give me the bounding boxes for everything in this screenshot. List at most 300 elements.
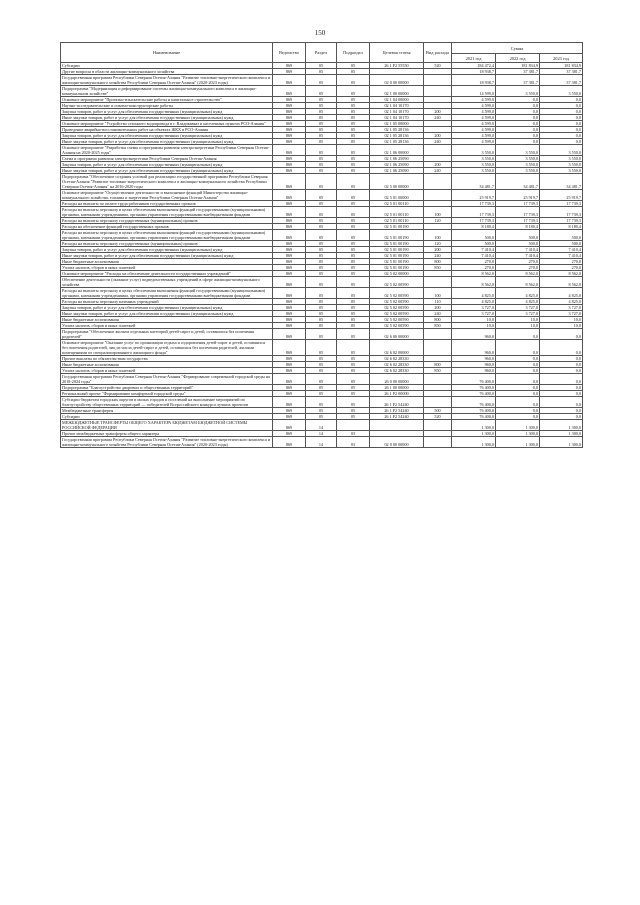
cell-ministry: 869 <box>273 174 306 190</box>
header-2023: 2023 год <box>540 54 583 63</box>
cell-2022: 270,0 <box>496 259 540 265</box>
cell-2021: 1 300,0 <box>452 431 496 437</box>
cell-2023: 0,0 <box>540 368 583 374</box>
cell-name: МЕЖБЮДЖЕТНЫЕ ТРАНСФЕРТЫ ОБЩЕГО ХАРАКТЕРА БЮДЖЕТАМ БЮДЖЕТНОЙ СИСТЕМЫ РОССИЙСКОЙ ФЕДЕРАЦИИ <box>61 420 273 431</box>
cell-target: 02 6 02 00000 <box>370 340 424 356</box>
budget-table <box>60 42 583 448</box>
cell-section: 05 <box>306 277 337 288</box>
cell-subsection: 05 <box>337 247 370 253</box>
table-row <box>61 329 583 340</box>
cell-name: Подпрограмма "Обеспечение жильем отдельных категорий детей-сирот и детей, оставшихся без попечения родителей" <box>61 329 273 340</box>
cell-2022: 17 739,3 <box>496 218 540 224</box>
cell-ministry: 869 <box>273 86 306 97</box>
cell-expense-type <box>424 340 452 356</box>
cell-section: 05 <box>306 265 337 271</box>
cell-name: Основное мероприятие "Оказание услуг по организации отдыха и оздоровления детей-сирот и детей, оставшихся без попечения родителей, лиц из числа детей-сирот и детей, оставшихся без попечения родителей, жилыми помещениями из специализированного жилищного фонда" <box>61 340 273 356</box>
cell-section: 05 <box>306 385 337 391</box>
cell-name: Региональный проект "Формирование комфортной городской среды" <box>61 391 273 397</box>
cell-expense-type <box>424 75 452 86</box>
cell-2023: 1 300,0 <box>540 437 583 448</box>
cell-expense-type: 240 <box>424 311 452 317</box>
table-row <box>61 190 583 201</box>
cell-ministry: 869 <box>273 356 306 362</box>
cell-subsection: 05 <box>337 391 370 397</box>
cell-ministry: 869 <box>273 162 306 168</box>
cell-2022: 10,0 <box>496 323 540 329</box>
cell-subsection: 05 <box>337 288 370 299</box>
cell-section: 05 <box>306 103 337 109</box>
cell-2021: 4 825,0 <box>452 288 496 299</box>
table-row <box>61 207 583 218</box>
cell-name: Закупка товаров, работ и услуг для обеспечения государственных (муниципальных) нужд <box>61 247 273 253</box>
cell-expense-type <box>424 329 452 340</box>
cell-2022: 0,0 <box>496 340 540 356</box>
cell-name: Расходы на выплаты персоналу в целях обеспечения выполнения функций государственными (муниципальными) органами, казенными учреждениями, органами управления государственными внебюджетными фондами <box>61 230 273 241</box>
cell-subsection: 05 <box>337 408 370 414</box>
cell-2023: 0,0 <box>540 391 583 397</box>
cell-expense-type: 850 <box>424 265 452 271</box>
cell-2022: 4 825,0 <box>496 288 540 299</box>
cell-2023: 8 562,0 <box>540 271 583 277</box>
cell-subsection: 05 <box>337 97 370 103</box>
cell-section: 05 <box>306 174 337 190</box>
table-row <box>61 340 583 356</box>
cell-section: 05 <box>306 329 337 340</box>
cell-target: 02 5 01 00190 <box>370 247 424 253</box>
cell-section: 05 <box>306 271 337 277</box>
cell-ministry: 869 <box>273 277 306 288</box>
cell-target: 02 6 02 28330 <box>370 356 424 362</box>
cell-ministry: 869 <box>273 224 306 230</box>
cell-ministry: 869 <box>273 97 306 103</box>
cell-expense-type: 240 <box>424 139 452 145</box>
cell-subsection: 05 <box>337 356 370 362</box>
cell-section: 05 <box>306 259 337 265</box>
cell-target: 02 1 06 25090 <box>370 156 424 162</box>
cell-subsection: 05 <box>337 121 370 127</box>
cell-target: 02 5 01 00190 <box>370 259 424 265</box>
cell-subsection: 05 <box>337 103 370 109</box>
cell-2022: 0,0 <box>496 362 540 368</box>
cell-subsection: 05 <box>337 277 370 288</box>
cell-2021: 3 550,0 <box>452 168 496 174</box>
cell-target: 02 1 05 28136 <box>370 139 424 145</box>
cell-2021: 8 562,0 <box>452 271 496 277</box>
cell-2023: 17 739,3 <box>540 218 583 224</box>
cell-2023: 8 180,4 <box>540 224 583 230</box>
cell-section: 05 <box>306 115 337 121</box>
cell-2023: 3 550,0 <box>540 156 583 162</box>
cell-2021: 76 400,0 <box>452 408 496 414</box>
cell-2023: 10,0 <box>540 317 583 323</box>
cell-2021: 8 180,4 <box>452 224 496 230</box>
header-subsection: Подраздел <box>337 43 370 63</box>
cell-2021: 4 599,0 <box>452 109 496 115</box>
cell-section: 05 <box>306 391 337 397</box>
cell-2023: 3 727,0 <box>540 305 583 311</box>
cell-expense-type <box>424 374 452 385</box>
cell-section: 05 <box>306 414 337 420</box>
cell-expense-type <box>424 420 452 431</box>
cell-target: 02 5 01 00110 <box>370 218 424 224</box>
cell-target: 02 5 01 00190 <box>370 253 424 259</box>
cell-ministry: 869 <box>273 207 306 218</box>
cell-2022: 37 381,7 <box>496 69 540 75</box>
cell-2022: 3 550,0 <box>496 162 540 168</box>
cell-2022: 500,0 <box>496 241 540 247</box>
cell-2022: 3 550,0 <box>496 156 540 162</box>
cell-ministry: 869 <box>273 247 306 253</box>
cell-2021: 4 825,0 <box>452 299 496 305</box>
cell-2023: 0,0 <box>540 121 583 127</box>
cell-target: 02 6 02 28330 <box>370 362 424 368</box>
table-row <box>61 174 583 190</box>
cell-section: 05 <box>306 224 337 230</box>
cell-2023: 0,0 <box>540 414 583 420</box>
cell-subsection: 05 <box>337 265 370 271</box>
cell-subsection: 05 <box>337 397 370 408</box>
cell-ministry: 869 <box>273 420 306 431</box>
cell-subsection: 05 <box>337 86 370 97</box>
cell-2022: 0,0 <box>496 115 540 121</box>
cell-ministry: 869 <box>273 299 306 305</box>
cell-ministry: 869 <box>273 133 306 139</box>
cell-2023: 0,0 <box>540 97 583 103</box>
cell-expense-type: 240 <box>424 115 452 121</box>
cell-name: Субсидии <box>61 63 273 69</box>
cell-subsection: 05 <box>337 385 370 391</box>
cell-section: 05 <box>306 207 337 218</box>
cell-2021: 960,0 <box>452 362 496 368</box>
cell-name: Иные закупки товаров, работ и услуг для обеспечения государственных (муниципальных) нужд <box>61 139 273 145</box>
cell-section: 05 <box>306 374 337 385</box>
cell-target: 02 5 02 00590 <box>370 299 424 305</box>
cell-2021: 960,0 <box>452 356 496 362</box>
cell-2023: 0,0 <box>540 385 583 391</box>
cell-2021: 3 550,0 <box>452 145 496 156</box>
cell-2023: 1 300,0 <box>540 431 583 437</box>
cell-2022: 34 481,7 <box>496 174 540 190</box>
cell-section: 05 <box>306 230 337 241</box>
cell-expense-type: 800 <box>424 317 452 323</box>
cell-expense-type: 100 <box>424 230 452 241</box>
cell-ministry: 869 <box>273 323 306 329</box>
cell-target: 02 1 06 25090 <box>370 168 424 174</box>
cell-target: 02 1 00 00000 <box>370 86 424 97</box>
cell-name: Другие вопросы в области жилищно-коммунального хозяйства <box>61 69 273 75</box>
cell-ministry: 869 <box>273 414 306 420</box>
cell-target: 02 5 02 00590 <box>370 317 424 323</box>
cell-2023: 0,0 <box>540 340 583 356</box>
cell-2021: 7 410,4 <box>452 253 496 259</box>
cell-target: 02 5 01 00190 <box>370 241 424 247</box>
cell-ministry: 869 <box>273 230 306 241</box>
cell-2022: 25 919,7 <box>496 190 540 201</box>
cell-expense-type: 850 <box>424 368 452 374</box>
cell-name: Уплата налогов, сборов и иных платежей <box>61 265 273 271</box>
cell-ministry: 869 <box>273 374 306 385</box>
cell-section: 05 <box>306 253 337 259</box>
cell-subsection: 05 <box>337 311 370 317</box>
cell-ministry: 869 <box>273 288 306 299</box>
cell-section: 05 <box>306 305 337 311</box>
cell-2023: 270,0 <box>540 259 583 265</box>
cell-2023: 270,0 <box>540 265 583 271</box>
cell-section: 05 <box>306 362 337 368</box>
header-2022: 2022 год <box>496 54 540 63</box>
cell-section: 05 <box>306 356 337 362</box>
cell-target: 02 5 01 00190 <box>370 230 424 241</box>
cell-target: 02 5 00 00000 <box>370 174 424 190</box>
cell-2021: 76 400,0 <box>452 374 496 385</box>
cell-2023: 500,0 <box>540 230 583 241</box>
cell-section: 05 <box>306 201 337 207</box>
cell-name: Прочие выплаты по обязательствам государства <box>61 356 273 362</box>
cell-2023: 37 381,7 <box>540 69 583 75</box>
cell-2023: 0,0 <box>540 362 583 368</box>
cell-2022: 270,0 <box>496 265 540 271</box>
cell-subsection: 05 <box>337 241 370 247</box>
cell-subsection: 05 <box>337 323 370 329</box>
cell-2023: 34 481,7 <box>540 174 583 190</box>
cell-2023: 10,0 <box>540 323 583 329</box>
cell-2022: 0,0 <box>496 121 540 127</box>
cell-ministry: 869 <box>273 368 306 374</box>
cell-2021: 3 727,0 <box>452 311 496 317</box>
cell-subsection: 05 <box>337 374 370 385</box>
cell-subsection: 05 <box>337 299 370 305</box>
header-section: Раздел <box>306 43 337 63</box>
cell-name: Закупка товаров, работ и услуг для обеспечения государственных (муниципальных) нужд <box>61 305 273 311</box>
cell-section: 05 <box>306 190 337 201</box>
cell-ministry: 869 <box>273 437 306 448</box>
cell-2021: 17 739,3 <box>452 218 496 224</box>
cell-2022: 3 727,0 <box>496 311 540 317</box>
cell-ministry: 869 <box>273 408 306 414</box>
cell-2021: 4 599,0 <box>452 115 496 121</box>
cell-target: 26 1 F2 54240 <box>370 397 424 408</box>
cell-2022: 7 410,4 <box>496 247 540 253</box>
cell-name: Иные закупки товаров, работ и услуг для обеспечения государственных (муниципальных) нужд <box>61 253 273 259</box>
cell-2021: 1 300,0 <box>452 437 496 448</box>
cell-subsection: 05 <box>337 168 370 174</box>
cell-2022: 3 550,0 <box>496 145 540 156</box>
cell-2023: 0,0 <box>540 374 583 385</box>
cell-2021: 76 400,0 <box>452 385 496 391</box>
cell-subsection: 05 <box>337 145 370 156</box>
cell-2021: 3 550,0 <box>452 156 496 162</box>
cell-2021: 270,0 <box>452 265 496 271</box>
cell-2021: 18 938,7 <box>452 69 496 75</box>
cell-name: Расходы на выплаты персоналу в целях обеспечения выполнения функций государственными (муниципальными) органами, казенными учреждениями, органами управления государственными внебюджетными фондами <box>61 288 273 299</box>
cell-subsection: 05 <box>337 156 370 162</box>
cell-expense-type <box>424 437 452 448</box>
cell-target: 02 1 06 25090 <box>370 162 424 168</box>
cell-section: 05 <box>306 241 337 247</box>
cell-name: Иные бюджетные ассигнования <box>61 259 273 265</box>
cell-2021: 34 481,7 <box>452 174 496 190</box>
cell-2021: 14 599,0 <box>452 86 496 97</box>
cell-subsection: 05 <box>337 368 370 374</box>
cell-subsection: 05 <box>337 317 370 323</box>
cell-2023: 0,0 <box>540 115 583 121</box>
cell-target: 02 1 04 10170 <box>370 115 424 121</box>
cell-section: 05 <box>306 127 337 133</box>
header-ministry: Ведомство <box>273 43 306 63</box>
cell-target: 02 6 00 00000 <box>370 329 424 340</box>
cell-2021: 17 739,3 <box>452 207 496 218</box>
cell-2023: 3 550,0 <box>540 86 583 97</box>
cell-section: 05 <box>306 340 337 356</box>
cell-section: 14 <box>306 431 337 437</box>
cell-name: Иные закупки товаров, работ и услуг для обеспечения государственных (муниципальных) нужд <box>61 311 273 317</box>
cell-ministry: 869 <box>273 305 306 311</box>
cell-2021: 4 599,0 <box>452 127 496 133</box>
cell-2022: 10,0 <box>496 317 540 323</box>
cell-2021: 500,0 <box>452 230 496 241</box>
cell-2022: 500,0 <box>496 230 540 241</box>
cell-ministry: 869 <box>273 241 306 247</box>
cell-subsection: 05 <box>337 63 370 69</box>
cell-2023: 37 381,7 <box>540 75 583 86</box>
cell-name: Основное мероприятие "Проектно-изыскательские работы и капитальное строительство" <box>61 97 273 103</box>
cell-name: Межбюджетные трансферты <box>61 408 273 414</box>
cell-name: Уплата налогов, сборов и иных платежей <box>61 323 273 329</box>
cell-name: Расходы на обеспечение функций государственных органов <box>61 224 273 230</box>
cell-name: Подпрограмма "Модернизация и реформирование системы жилищно-коммунального комплекса в жилищно-коммунальном хозяйстве" <box>61 86 273 97</box>
cell-2023: 3 550,0 <box>540 145 583 156</box>
cell-2022: 1 300,0 <box>496 437 540 448</box>
cell-section: 05 <box>306 133 337 139</box>
table-row <box>61 230 583 241</box>
cell-2021: 270,0 <box>452 259 496 265</box>
cell-section: 05 <box>306 168 337 174</box>
cell-ministry: 869 <box>273 168 306 174</box>
cell-subsection: 05 <box>337 340 370 356</box>
cell-2021: 3 727,0 <box>452 305 496 311</box>
cell-subsection: 05 <box>337 207 370 218</box>
cell-expense-type: 100 <box>424 288 452 299</box>
cell-name: Субсидии бюджетам городских округов и малых городов и поселений на выполнение мероприятий по благоустройству общественных территорий — победителей Всероссийского конкурса лучших проектов <box>61 397 273 408</box>
cell-ministry: 869 <box>273 139 306 145</box>
cell-expense-type <box>424 145 452 156</box>
cell-2023: 0,0 <box>540 109 583 115</box>
cell-2021: 3 550,0 <box>452 162 496 168</box>
cell-2023: 0,0 <box>540 139 583 145</box>
cell-2022: 0,0 <box>496 385 540 391</box>
cell-expense-type: 200 <box>424 162 452 168</box>
cell-expense-type: 200 <box>424 109 452 115</box>
cell-section: 05 <box>306 323 337 329</box>
cell-section: 05 <box>306 145 337 156</box>
cell-2021: 76 400,0 <box>452 391 496 397</box>
cell-2021: 960,0 <box>452 329 496 340</box>
cell-section: 14 <box>306 437 337 448</box>
cell-2022: 0,0 <box>496 391 540 397</box>
cell-2021: 17 739,3 <box>452 201 496 207</box>
cell-2022: 4 825,0 <box>496 299 540 305</box>
cell-target: 26 1 F2 54240 <box>370 408 424 414</box>
cell-section: 05 <box>306 247 337 253</box>
cell-subsection: 05 <box>337 109 370 115</box>
cell-target: 02 1 05 28136 <box>370 127 424 133</box>
cell-ministry: 869 <box>273 253 306 259</box>
cell-target: 02 1 04 10170 <box>370 109 424 115</box>
cell-2022: 1 300,0 <box>496 420 540 431</box>
cell-ministry: 869 <box>273 156 306 162</box>
cell-section: 05 <box>306 317 337 323</box>
cell-ministry: 869 <box>273 385 306 391</box>
cell-subsection: 05 <box>337 201 370 207</box>
cell-2021: 76 400,0 <box>452 414 496 420</box>
cell-expense-type <box>424 190 452 201</box>
cell-section: 05 <box>306 408 337 414</box>
cell-target: 26 1 F2 55550 <box>370 63 424 69</box>
cell-name: Подпрограмма "Благоустройство дворовых и общественных территорий" <box>61 385 273 391</box>
cell-target: 02 5 02 00590 <box>370 305 424 311</box>
cell-name: Подпрограмма "Обеспечение создания условий для реализации государственной программы Республики Северная Осетия-Алания "Развитие топливно-энергетического комплекса и жилищно-коммунального хозяйства Республики Северная Осетия-Алания" на 2016-2020 годы <box>61 174 273 190</box>
cell-ministry: 869 <box>273 397 306 408</box>
cell-target: 02 5 01 00110 <box>370 201 424 207</box>
cell-subsection: 05 <box>337 162 370 168</box>
cell-2022: 0,0 <box>496 368 540 374</box>
cell-ministry: 869 <box>273 63 306 69</box>
cell-ministry: 869 <box>273 340 306 356</box>
cell-expense-type <box>424 174 452 190</box>
cell-section: 05 <box>306 121 337 127</box>
cell-2022: 0,0 <box>496 139 540 145</box>
cell-subsection: 05 <box>337 75 370 86</box>
cell-subsection: 05 <box>337 329 370 340</box>
cell-2022: 0,0 <box>496 397 540 408</box>
cell-target: 02 5 02 00000 <box>370 271 424 277</box>
cell-subsection: 05 <box>337 271 370 277</box>
cell-2021: 1 300,0 <box>452 420 496 431</box>
cell-section: 05 <box>306 397 337 408</box>
cell-section: 05 <box>306 311 337 317</box>
cell-2021: 4 599,0 <box>452 133 496 139</box>
cell-2022: 17 739,3 <box>496 207 540 218</box>
cell-name: Иные закупки товаров, работ и услуг для обеспечения государственных (муниципальных) нужд <box>61 115 273 121</box>
cell-target: 02 5 02 00590 <box>370 311 424 317</box>
cell-ministry: 869 <box>273 145 306 156</box>
cell-expense-type: 200 <box>424 305 452 311</box>
cell-expense-type: 200 <box>424 247 452 253</box>
cell-2022: 0,0 <box>496 329 540 340</box>
cell-2022: 37 381,7 <box>496 75 540 86</box>
cell-name: Основное мероприятие "Устройство сезонного водопровода в г. Владикавказ и населенных пунктах РСО-Алания" <box>61 121 273 127</box>
cell-name: Расходы на выплаты персоналу казенных учреждений <box>61 299 273 305</box>
cell-section: 05 <box>306 139 337 145</box>
cell-2023: 17 739,3 <box>540 207 583 218</box>
header-name: Наименование <box>61 43 273 63</box>
cell-name: Расходы на выплаты персоналу государственных (муниципальных) органов <box>61 218 273 224</box>
cell-2022: 8 562,0 <box>496 271 540 277</box>
cell-expense-type <box>424 86 452 97</box>
cell-2021: 25 919,7 <box>452 190 496 201</box>
cell-expense-type: 500 <box>424 408 452 414</box>
cell-ministry: 869 <box>273 69 306 75</box>
cell-target: 02 5 02 00590 <box>370 323 424 329</box>
cell-2022: 0,0 <box>496 103 540 109</box>
cell-2022: 0,0 <box>496 408 540 414</box>
cell-2023: 3 727,0 <box>540 311 583 317</box>
cell-target: 02 5 01 00190 <box>370 224 424 230</box>
cell-2022: 1 300,0 <box>496 431 540 437</box>
table-row <box>61 374 583 385</box>
cell-name: Закупка товаров, работ и услуг для обеспечения государственных (муниципальных) нужд <box>61 162 273 168</box>
cell-target <box>370 420 424 431</box>
